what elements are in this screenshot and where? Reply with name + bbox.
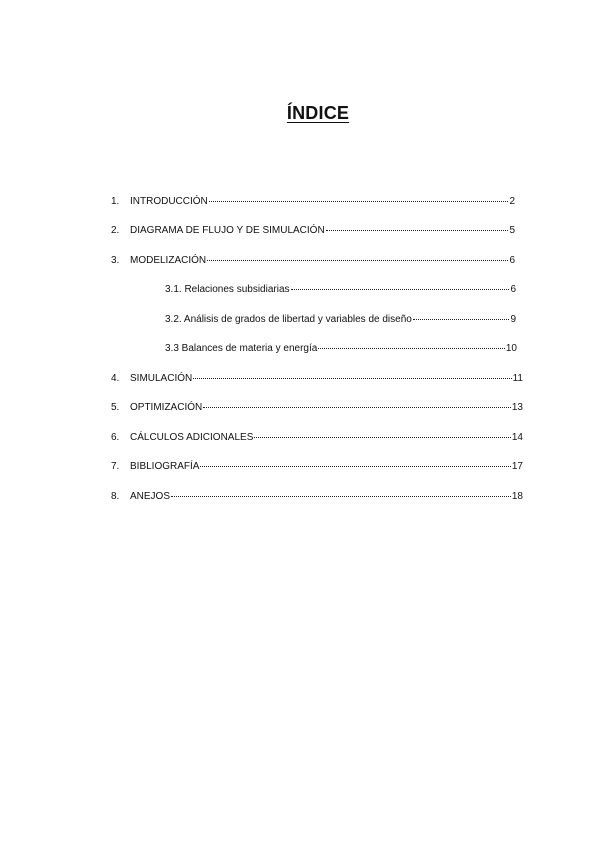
toc-entry-optimizacion bbox=[111, 402, 523, 414]
toc-entry-page: 2 bbox=[509, 196, 515, 207]
toc-entry-page: 14 bbox=[511, 432, 523, 443]
toc-entry-label: MODELIZACIÓN bbox=[130, 255, 207, 266]
dot-leader bbox=[200, 465, 510, 467]
toc-entry-introduccion bbox=[111, 196, 515, 208]
dot-leader bbox=[291, 288, 510, 290]
toc-entry-number: 2. bbox=[111, 225, 120, 236]
toc-entry-page: 10 bbox=[505, 343, 517, 354]
dot-leader bbox=[413, 318, 510, 320]
toc-entry-number: 4. bbox=[111, 373, 120, 384]
toc-entry-number: 3. bbox=[111, 255, 120, 266]
toc-entry-page: 6 bbox=[509, 255, 515, 266]
dot-leader bbox=[209, 200, 509, 202]
toc-subentry-balances bbox=[165, 343, 517, 355]
page-title: ÍNDICE bbox=[286, 103, 350, 123]
toc-entry-page: 9 bbox=[510, 314, 516, 325]
toc-entry-bibliografia bbox=[111, 461, 523, 473]
toc-entry-page: 17 bbox=[511, 461, 523, 472]
dot-leader bbox=[203, 406, 511, 408]
dot-leader bbox=[318, 347, 505, 349]
toc-entry-label: OPTIMIZACIÓN bbox=[130, 402, 203, 413]
toc-entry-page: 5 bbox=[509, 225, 515, 236]
toc-entry-label: INTRODUCCIÓN bbox=[130, 196, 208, 207]
toc-entry-page: 13 bbox=[511, 402, 523, 413]
toc-entry-label: CÁLCULOS ADICIONALES bbox=[130, 432, 254, 443]
toc-entry-simulacion bbox=[111, 373, 523, 385]
dot-leader bbox=[207, 259, 508, 261]
toc-subentry-grados-libertad bbox=[165, 314, 516, 326]
toc-entry-number: 5. bbox=[111, 402, 120, 413]
toc-entry-number: 8. bbox=[111, 491, 120, 502]
toc-entry-label: SIMULACIÓN bbox=[130, 373, 193, 384]
toc-entry-page: 11 bbox=[512, 373, 523, 384]
toc-entry-label: 3.3 Balances de materia y energía bbox=[165, 343, 318, 354]
toc-entry-calculos bbox=[111, 432, 523, 444]
toc-entry-number: 1. bbox=[111, 196, 120, 207]
toc-entry-page: 6 bbox=[510, 284, 516, 295]
toc-entry-number: 6. bbox=[111, 432, 120, 443]
toc-entry-label: 3.2. Análisis de grados de libertad y variables de diseño bbox=[165, 314, 412, 325]
toc-entry-label: ANEJOS bbox=[130, 491, 171, 502]
toc-entry-anejos bbox=[111, 491, 523, 503]
toc-subentry-relaciones bbox=[165, 284, 516, 296]
toc-entry-label: DIAGRAMA DE FLUJO Y DE SIMULACIÓN bbox=[130, 225, 325, 236]
toc-entry-page: 18 bbox=[511, 491, 523, 502]
toc-entry-modelizacion bbox=[111, 255, 515, 267]
toc-entry-label: BIBLIOGRAFÍA bbox=[130, 461, 200, 472]
toc-entry-number: 7. bbox=[111, 461, 120, 472]
dot-leader bbox=[193, 377, 511, 379]
dot-leader bbox=[254, 436, 511, 438]
dot-leader bbox=[171, 495, 511, 497]
toc-entry-label: 3.1. Relaciones subsidiarias bbox=[165, 284, 290, 295]
dot-leader bbox=[326, 229, 509, 231]
toc-entry-diagrama bbox=[111, 225, 515, 237]
